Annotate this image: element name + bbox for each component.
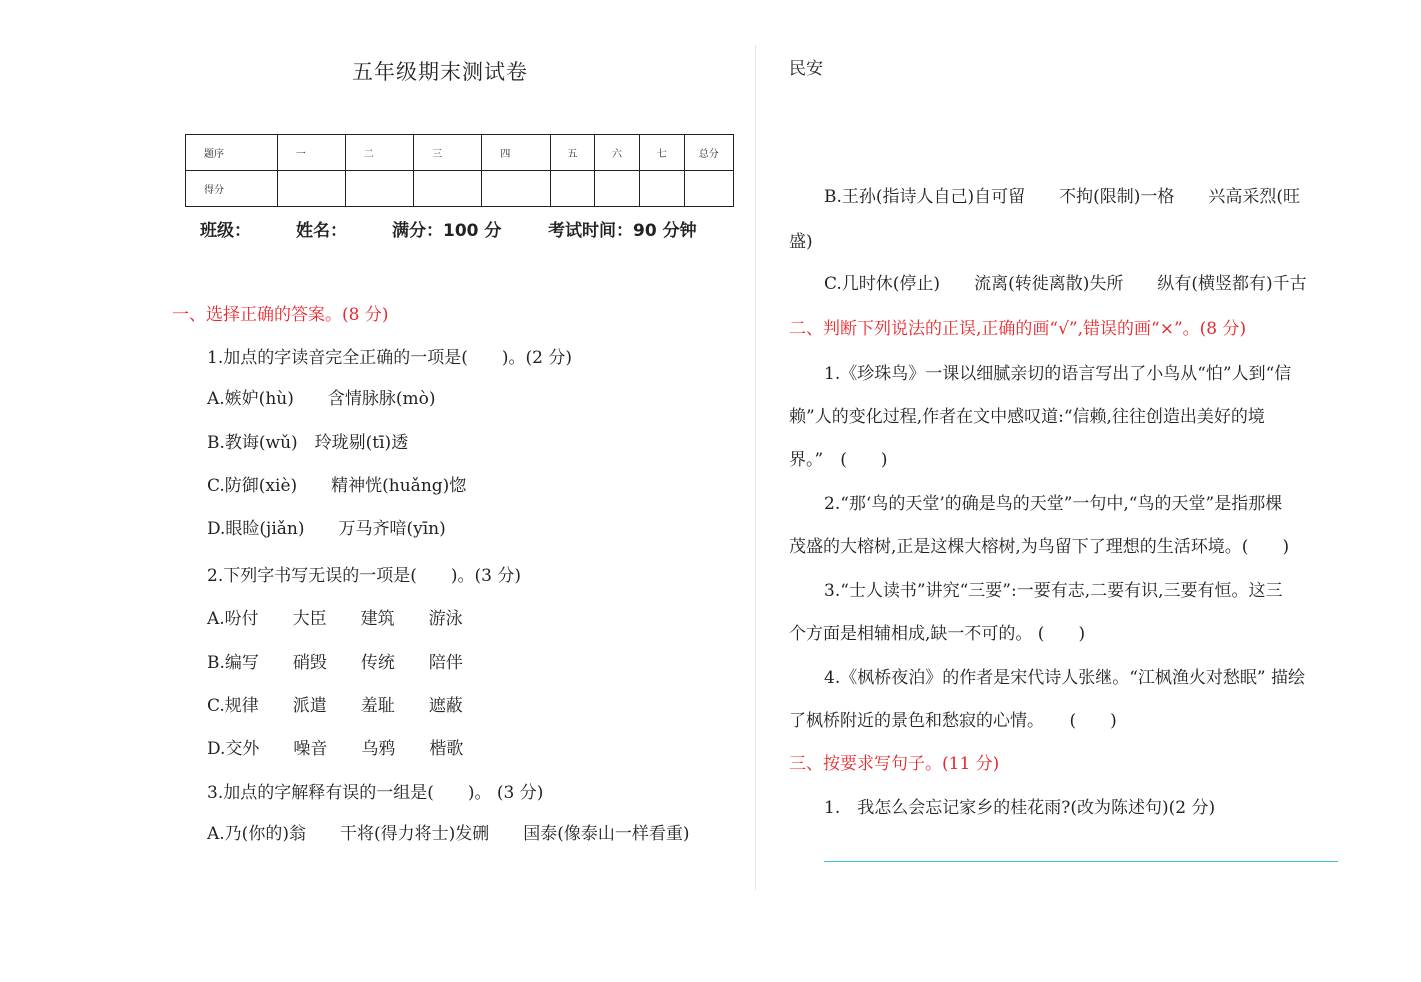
class-label: 班级： xyxy=(200,221,251,241)
text-line: 赖”人的变化过程,作者在文中感叹道:“信赖,往往创造出美好的境 xyxy=(789,407,1265,427)
text-line: 3.加点的字解释有误的一组是( )。 (3 分) xyxy=(207,783,544,803)
text-line: A.吩付 大臣 建筑 游泳 xyxy=(207,609,463,629)
column-divider xyxy=(755,45,756,890)
text-line: 了枫桥附近的景色和愁寂的心情。 ( ) xyxy=(789,711,1117,731)
score-input[interactable] xyxy=(345,171,413,207)
score-input[interactable] xyxy=(414,171,482,207)
text-line: 1.《珍珠鸟》一课以细腻亲切的语言写出了小鸟从“怕”人到“信 xyxy=(824,364,1292,384)
text-line: 4.《枫桥夜泊》的作者是宋代诗人张继。“江枫渔火对愁眠” 描绘 xyxy=(824,668,1306,688)
full-score: 满分：100 分 xyxy=(392,221,502,241)
page-title: 五年级期末测试卷 xyxy=(352,60,528,84)
text-line: 3.“士人读书”讲究“三要”:一要有志,二要有识,三要有恒。这三 xyxy=(824,581,1283,601)
text-line: A.乃(你的)翁 干将(得力将士)发硎 国泰(像泰山一样看重) xyxy=(207,824,690,844)
table-cell: 三 xyxy=(414,135,482,171)
table-cell: 四 xyxy=(482,135,550,171)
score-input[interactable] xyxy=(595,171,640,207)
text-line: 2.“那‘鸟的天堂’的确是鸟的天堂”一句中,“鸟的天堂”是指那棵 xyxy=(824,494,1283,514)
text-line: 盛) xyxy=(789,232,813,252)
text-line: C.防御(xiè) 精神恍(huǎng)惚 xyxy=(207,476,467,496)
text-line: 1. 我怎么会忘记家乡的桂花雨?(改为陈述句)(2 分) xyxy=(824,798,1216,818)
name-label: 姓名： xyxy=(296,221,347,241)
table-cell: 五 xyxy=(550,135,595,171)
score-input[interactable] xyxy=(639,171,684,207)
text-line: 民安 xyxy=(789,59,823,79)
text-line: 茂盛的大榕树,正是这棵大榕树,为鸟留下了理想的生活环境。( ) xyxy=(789,537,1290,557)
score-table xyxy=(185,134,734,207)
section-heading: 三、按要求写句子。(11 分) xyxy=(789,754,1000,774)
table-cell: 一 xyxy=(277,135,345,171)
text-line: 个方面是相辅相成,缺一不可的。 ( ) xyxy=(789,624,1086,644)
text-line: C.几时休(停止) 流离(转徙离散)失所 纵有(横竖都有)千古 xyxy=(824,274,1307,294)
score-input[interactable] xyxy=(277,171,345,207)
text-line: D.交外 噪音 乌鸦 楷歌 xyxy=(207,739,464,759)
text-line: 1.加点的字读音完全正确的一项是( )。(2 分) xyxy=(207,348,572,368)
text-line: 2.下列字书写无误的一项是( )。(3 分) xyxy=(207,566,521,586)
exam-time: 考试时间：90 分钟 xyxy=(548,221,697,241)
score-input[interactable] xyxy=(550,171,595,207)
table-cell: 题序 xyxy=(186,135,278,171)
text-line: 界。” ( ) xyxy=(789,450,888,470)
table-cell: 得分 xyxy=(186,171,278,207)
answer-line[interactable] xyxy=(824,861,1338,862)
text-line: B.编写 硝毁 传统 陪伴 xyxy=(207,653,463,673)
text-line: A.嫉妒(hù) 含情脉脉(mò) xyxy=(207,389,436,409)
table-cell: 二 xyxy=(345,135,413,171)
section-heading: 二、判断下列说法的正误,正确的画“√”,错误的画“×”。(8 分) xyxy=(789,319,1247,339)
table-cell: 总分 xyxy=(684,135,733,171)
text-line: C.规律 派遣 羞耻 遮蔽 xyxy=(207,696,463,716)
table-cell: 六 xyxy=(595,135,640,171)
score-input[interactable] xyxy=(482,171,550,207)
text-line: B.教诲(wǔ) 玲珑剔(tī)透 xyxy=(207,433,409,453)
table-cell: 七 xyxy=(639,135,684,171)
text-line: B.王孙(指诗人自己)自可留 不拘(限制)一格 兴高采烈(旺 xyxy=(824,187,1301,207)
text-line: D.眼睑(jiǎn) 万马齐喑(yīn) xyxy=(207,519,446,539)
section-heading: 一、选择正确的答案。(8 分) xyxy=(172,305,389,325)
score-input[interactable] xyxy=(684,171,733,207)
